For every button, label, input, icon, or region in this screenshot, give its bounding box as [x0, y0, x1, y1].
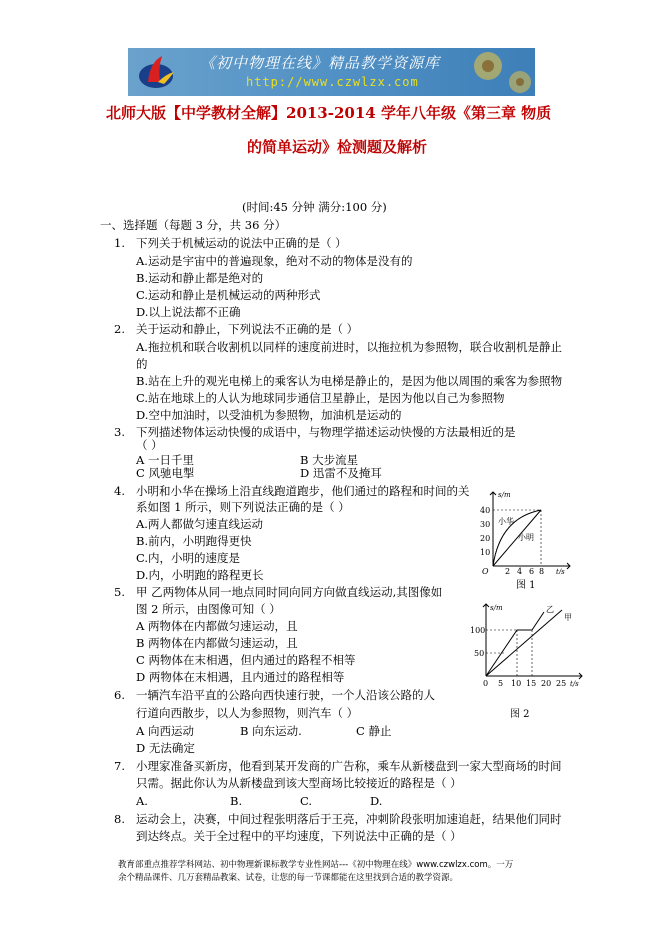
option-c: C. — [300, 794, 313, 808]
y-tick-label: 40 — [480, 506, 491, 515]
question-number: 5. — [114, 585, 125, 599]
option-d: D 迅雷不及掩耳 — [300, 466, 382, 480]
question-stem-continued: 图 2 所示，由图像可知（ ） — [136, 602, 281, 616]
option-a-continued: 的 — [136, 357, 148, 371]
x-tick-label: 6 — [529, 567, 535, 574]
x-tick-label: 25 — [556, 679, 567, 688]
figure-1-graph — [478, 488, 574, 574]
option-a: A.运动是宇宙中的普遍现象，绝对不动的物体是没有的 — [136, 254, 413, 268]
option-d: D 两物体在末相遇，且内通过的路程相等 — [136, 670, 345, 684]
question-stem: 下列关于机械运动的说法中正确的是（ ） — [136, 236, 347, 250]
question-number: 2. — [114, 322, 125, 336]
figure-1-caption: 图 1 — [516, 580, 536, 591]
y-tick-label: 10 — [480, 548, 491, 557]
origin-label: O — [482, 567, 489, 574]
option-a: A 向西运动 — [136, 724, 194, 738]
option-d: D.空中加油时，以受油机为参照物，加油机是运动的 — [136, 408, 402, 422]
option-b: B.站在上升的观光电梯上的乘客认为电梯是静止的，是因为他以周围的乘客为参照物 — [136, 374, 563, 388]
question-number: 6. — [114, 688, 125, 702]
series-line-yi — [486, 612, 544, 676]
x-tick-label: 2 — [505, 567, 511, 574]
option-d: D.内，小明跑的路程更长 — [136, 568, 264, 582]
banner-title: 《初中物理在线》精品教学资源库 — [200, 54, 441, 72]
question-number: 7. — [114, 759, 125, 773]
y-axis-label: s/m — [490, 604, 503, 612]
question-stem-continued: 只需。据此你认为从新楼盘到该大型商场比较接近的路程是（ ） — [136, 776, 462, 790]
option-d: D. — [370, 794, 383, 808]
option-b: B. — [230, 794, 243, 808]
option-b: B 向东运动. — [240, 724, 302, 738]
question-stem: 甲 乙两物体从同一地点同时同向同方向做直线运动,其图像如 — [136, 585, 443, 599]
option-b: B 两物体在内都做匀速运动，且 — [136, 636, 298, 650]
doc-title-line-1: 北师大版【中学教材全解】2013-2014 学年八年级《第三章 物质 — [106, 104, 552, 122]
question-number: 3. — [114, 425, 125, 439]
question-stem-continued: （ ） — [136, 438, 163, 452]
question-stem: 一辆汽车沿平直的公路向西快速行驶，一个人沿该公路的人 — [136, 688, 435, 702]
series-line-jia — [486, 610, 562, 676]
x-tick-label: 20 — [541, 679, 552, 688]
option-a: A.两人都做匀速直线运动 — [136, 517, 263, 531]
option-a: A 两物体在内都做匀速运动，且 — [136, 619, 298, 633]
series-label-xiaoming: 小明 — [518, 533, 534, 542]
x-tick-label: 15 — [526, 679, 537, 688]
figure-2-graph — [470, 600, 585, 692]
logo-icon — [136, 52, 178, 92]
series-label-yi: 乙 — [546, 605, 554, 614]
option-d: D 无法确定 — [136, 741, 195, 755]
series-label-xiaohua: 小华 — [498, 517, 514, 526]
x-tick-label: 5 — [498, 679, 504, 688]
option-b: B 大步流星 — [300, 453, 359, 467]
question-stem: 下列描述物体运动快慢的成语中，与物理学描述运动快慢的方法最相近的是 — [136, 425, 516, 439]
option-a: A. — [136, 794, 148, 808]
sunflower-icon — [428, 48, 535, 96]
question-stem: 运动会上，决赛，中间过程张明落后于王亮，冲刺阶段张明加速追赶，结果他们同时 — [136, 812, 562, 826]
doc-title-line-2: 的简单运动》检测题及解析 — [247, 138, 428, 156]
question-stem: 小明和小华在操场上沿直线跑道跑步，他们通过的路程和时间的关 — [136, 484, 470, 498]
question-number: 4. — [114, 484, 125, 498]
series-label-jia: 甲 — [564, 613, 572, 622]
footer-line-2: 余个精品课件、几万套精品教案、试卷，让您的每一节课都能在这里找到合适的教学资源。 — [118, 873, 459, 883]
x-tick-label: 0 — [483, 679, 489, 688]
question-stem-continued: 到达终点。关于全过程中的平均速度，下列说法中正确的是（ ） — [136, 829, 462, 843]
question-stem-continued: 系如图 1 所示，则下列说法正确的是（ ） — [136, 500, 350, 514]
header-banner — [128, 48, 535, 96]
section-heading: 一、选择题（每题 3 分，共 36 分） — [100, 218, 287, 232]
x-axis-label: t/s — [556, 568, 565, 574]
question-stem: 关于运动和静止，下列说法不正确的是（ ） — [136, 322, 359, 336]
y-tick-label: 100 — [470, 626, 486, 635]
option-c: C 风驰电掣 — [136, 466, 195, 480]
footer-line-1: 教育部重点推荐学科网站、初中物理新课标教学专业性网站---《初中物理在线》www.czwlzx.com。一万 — [118, 860, 514, 870]
option-c: C.运动和静止是机械运动的两种形式 — [136, 288, 321, 302]
option-a: A.拖拉机和联合收割机以同样的速度前进时，以拖拉机为参照物，联合收割机是静止 — [136, 340, 562, 354]
y-tick-label: 30 — [480, 520, 491, 529]
y-axis-label: s/m — [498, 491, 511, 499]
option-c: C 两物体在末相遇，但内通过的路程不相等 — [136, 653, 356, 667]
x-axis-label: t/s — [570, 680, 579, 688]
option-c: C 静止 — [356, 724, 392, 738]
x-tick-label: 10 — [511, 679, 522, 688]
x-tick-label: 8 — [539, 567, 545, 574]
banner-url[interactable]: http://www.czwlzx.com — [246, 75, 419, 89]
exam-meta: (时间:45 分钟 满分:100 分) — [242, 200, 387, 214]
figure-2-caption: 图 2 — [510, 709, 530, 720]
option-c: C.内，小明的速度是 — [136, 551, 241, 565]
question-number: 1. — [114, 236, 125, 250]
question-number: 8. — [114, 812, 125, 826]
option-b: B.前内，小明跑得更快 — [136, 534, 252, 548]
option-a: A 一日千里 — [136, 453, 194, 467]
question-stem: 小理家准备买新房，他看到某开发商的广告称，乘车从新楼盘到一家大型商场的时间 — [136, 759, 562, 773]
option-b: B.运动和静止都是绝对的 — [136, 271, 264, 285]
y-tick-label: 50 — [474, 649, 485, 658]
option-d: D.以上说法都不正确 — [136, 305, 241, 319]
question-stem-continued: 行道向西散步，以人为参照物，则汽车（ ） — [136, 706, 359, 720]
option-c: C.站在地球上的人认为地球同步通信卫星静止，是因为他以自己为参照物 — [136, 391, 505, 405]
y-tick-label: 20 — [480, 534, 491, 543]
x-tick-label: 4 — [517, 567, 523, 574]
